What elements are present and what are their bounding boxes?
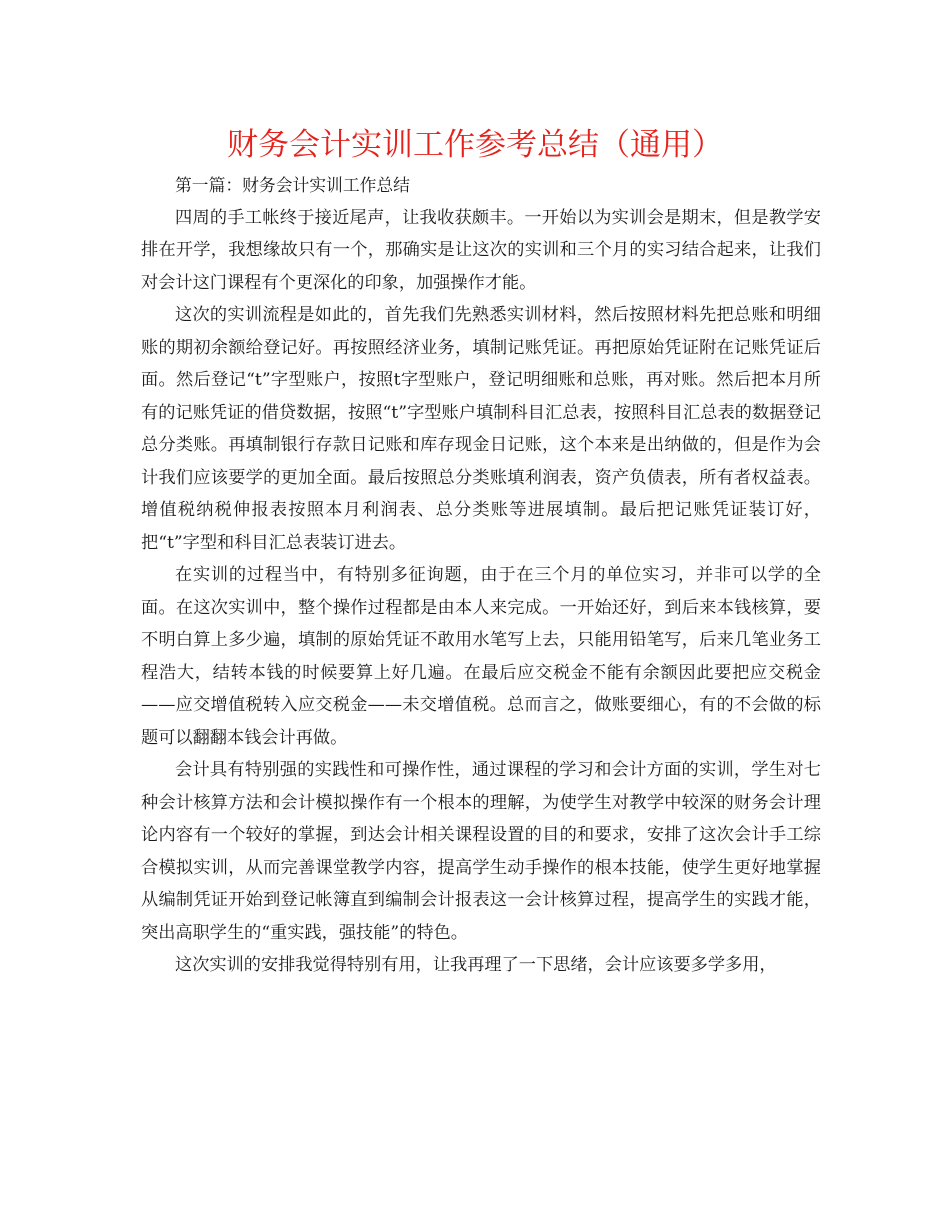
document-body	[141, 169, 821, 982]
section-heading: 第一篇：财务会计实训工作总结	[175, 175, 410, 195]
paragraph-3: 在实训的过程当中，有特别多征询题，由于在三个月的单位实习，并非可以学的全面。在这次实训中，整个操作过程都是由本人来完成。一开始还好，到后来本钱核算，要不明白算上多少遍，填制的原始凭证不敢用水笔写上去，只能用铅笔写，后来几笔业务工程浩大，结转本钱的时候要算上好几遍。在最后应交税金不能有余额因此要把应交税金——应交增值税转入应交税金——未交增值税。总而言之，做账要细心，有的不会做的标题可以翻翻本钱会计再做。	[141, 565, 821, 748]
paragraph-4: 会计具有特别强的实践性和可操作性，通过课程的学习和会计方面的实训，学生对七种会计核算方法和会计模拟操作有一个根本的理解，为使学生对教学中较深的财务会计理论内容有一个较好的掌握，到达会计相关课程设置的目的和要求，安排了这次会计手工综合模拟实训，从而完善课堂教学内容，提高学生动手操作的根本技能，使学生更好地掌握从编制凭证开始到登记帐簿直到编制会计报表这一会计核算过程，提高学生的实践才能，突出高职学生的“重实践，强技能”的特色。	[141, 760, 821, 943]
paragraph-1: 四周的手工帐终于接近尾声，让我收获颇丰。一开始以为实训会是期末，但是教学安排在开学，我想缘故只有一个，那确实是让这次的实训和三个月的实习结合起来，让我们对会计这门课程有个更深化的印象，加强操作才能。	[141, 207, 821, 293]
paragraph-5: 这次实训的安排我觉得特别有用，让我再理了一下思绪，会计应该要多学多用，	[175, 955, 777, 975]
document-title: 财务会计实训工作参考总结（通用）	[227, 127, 723, 163]
paragraph-2: 这次的实训流程是如此的，首先我们先熟悉实训材料，然后按照材料先把总账和明细账的期初余额给登记好。再按照经济业务，填制记账凭证。再把原始凭证附在记账凭证后面。然后登记“t”字型账户，按照t字型账户，登记明细账和总账，再对账。然后把本月所有的记账凭证的借贷数据，按照“t”字型账户填制科目汇总表，按照科目汇总表的数据登记总分类账。再填制银行存款日记账和库存现金日记账，这个本来是出纳做的，但是作为会计我们应该要学的更加全面。最后按照总分类账填利润表，资产负债表，所有者权益表。增值税纳税伸报表按照本月利润表、总分类账等进展填制。最后把记账凭证装订好，把“t”字型和科目汇总表装订进去。	[141, 305, 821, 553]
